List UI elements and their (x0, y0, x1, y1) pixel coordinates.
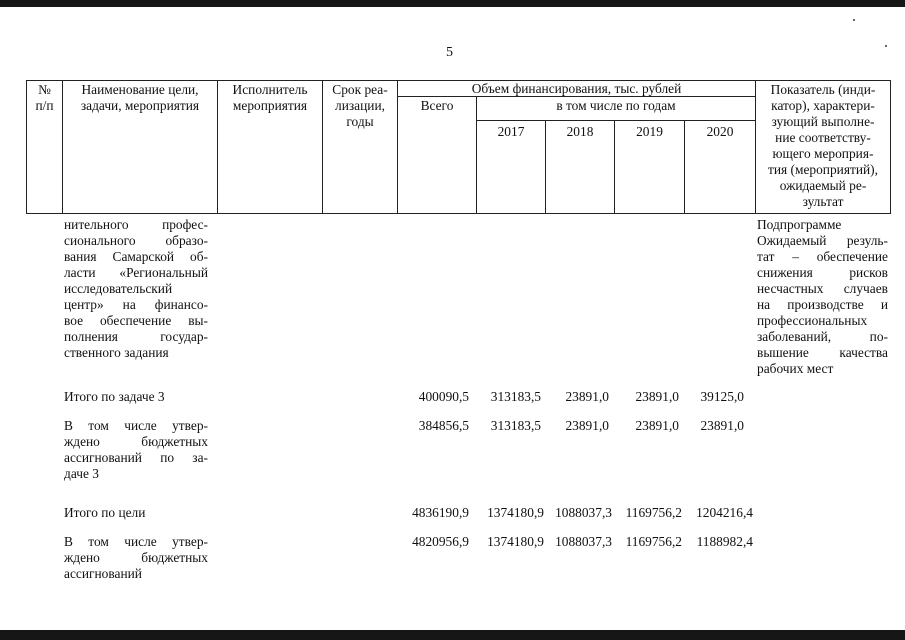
header-by-years: в том числе по годам (556, 98, 676, 113)
header-year-2019: 2019 (636, 124, 663, 139)
cell-2020: 1188982,4 (696, 534, 753, 549)
cell-2019: 1169756,2 (625, 534, 682, 549)
header-indicator: Показатель (инди- катор), характери- зующий выполне- ние соответству- ющего мероприя- тия (мероприятий), ожидаемый ре- зультат (768, 82, 878, 209)
header-executor: Исполнитель мероприятия (232, 82, 308, 113)
col-rule (890, 80, 891, 214)
header-subrule-years (476, 120, 755, 121)
cell-total: 4836190,9 (412, 505, 469, 520)
row-label: Итого по цели (64, 505, 146, 520)
cell-2017: 1374180,9 (487, 534, 544, 549)
scan-border-top (0, 0, 905, 7)
header-year-2018: 2018 (566, 124, 594, 139)
cell-total: 384856,5 (418, 418, 469, 433)
cell-2020: 1204216,4 (696, 505, 753, 520)
activity-description: нительного профес- сионального образо- вания Самарской об- ласти «Региональный исследовательский центр» на финансо- вое обеспечение вы- полнения государ- ственного задания (64, 217, 208, 360)
cell-2019: 1169756,2 (625, 505, 682, 520)
cell-2018: 23891,0 (565, 389, 609, 404)
header-funding: Объем финансирования, тыс. рублей (471, 81, 682, 96)
cell-2017: 1374180,9 (487, 505, 544, 520)
scan-speck (885, 45, 887, 47)
cell-2018: 1088037,3 (555, 534, 612, 549)
page-number: 5 (446, 45, 453, 60)
scan-border-bottom (0, 630, 905, 640)
header-bottom-rule (26, 213, 891, 214)
header-num: № п/п (35, 82, 54, 113)
cell-total: 4820956,9 (412, 534, 469, 549)
cell-total: 400090,5 (418, 389, 469, 404)
cell-2018: 1088037,3 (555, 505, 612, 520)
indicator-description: Подпрограмме Ожидаемый резуль- тат – обеспечение снижения рисков несчастных случаев на производстве и профессиональных заболеваний, по- вышение качества рабочих мест (757, 217, 888, 376)
cell-2019: 23891,0 (635, 389, 679, 404)
row-label: В том числе утвер- ждено бюджетных ассигнований (64, 534, 208, 581)
cell-2017: 313183,5 (490, 418, 541, 433)
cell-2018: 23891,0 (565, 418, 609, 433)
cell-2019: 23891,0 (635, 418, 679, 433)
row-label: В том числе утвер- ждено бюджетных ассигнований по за- даче 3 (64, 418, 208, 481)
header-name: Наименование цели, задачи, мероприятия (80, 82, 200, 113)
header-year-2017: 2017 (497, 124, 525, 139)
cell-2020: 39125,0 (700, 389, 744, 404)
scan-speck (853, 19, 855, 21)
header-year-2020: 2020 (706, 124, 734, 139)
cell-2020: 23891,0 (700, 418, 744, 433)
cell-2017: 313183,5 (490, 389, 541, 404)
row-label: Итого по задаче 3 (64, 389, 165, 404)
header-total: Всего (420, 98, 454, 113)
header-term: Срок реа- лизации, годы (332, 82, 388, 129)
